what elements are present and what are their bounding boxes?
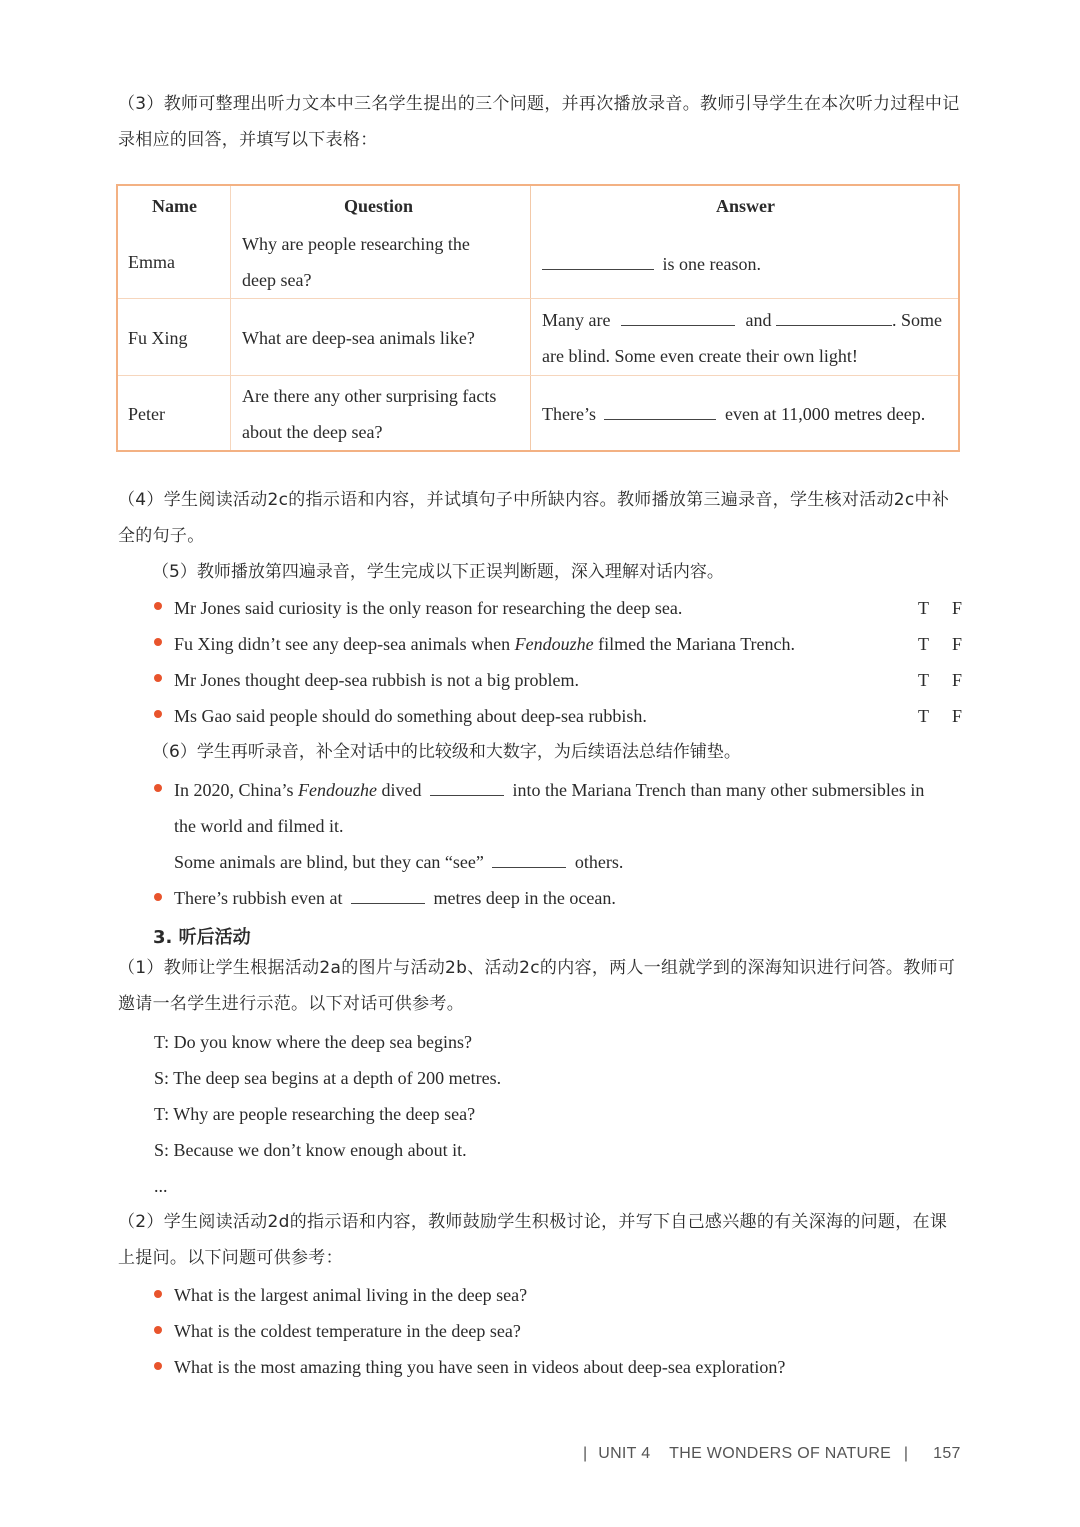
row-question-2: What are deep-sea animals like? [242, 328, 475, 348]
dialogue-line-3: T: Why are people researching the deep sea? [154, 1104, 476, 1124]
question-item-1: What is the largest animal living in the deep sea? [174, 1285, 528, 1305]
answer-blank[interactable] [492, 853, 566, 868]
row-answer-3: There’s even at 11,000 metres deep. [542, 404, 926, 424]
row-question-3a: Are there any other surprising facts [242, 386, 497, 406]
bullet-icon [154, 602, 162, 610]
row-name-fuxing: Fu Xing [128, 328, 188, 348]
bullet-icon [154, 710, 162, 718]
row-question-1a: Why are people researching the [242, 234, 470, 254]
fill-item-3: There’s rubbish even at metres deep in the ocean. [174, 888, 616, 908]
post2-text: （2）学生阅读活动2d的指示语和内容，教师鼓励学生积极讨论，并写下自己感兴趣的有关深海的问题，在课上提问。以下问题可供参考： [118, 1212, 948, 1268]
row-name-emma: Emma [128, 252, 175, 272]
dialogue-line-1: T: Do you know where the deep sea begins? [154, 1032, 473, 1052]
header-answer: Answer [716, 196, 775, 216]
fill-item-1-cont: the world and filmed it. [174, 816, 344, 836]
answer-blank[interactable] [621, 311, 735, 326]
bullet-icon [154, 1326, 162, 1334]
row-answer-2b: are blind. Some even create their own light! [542, 346, 858, 366]
header-name: Name [152, 196, 197, 216]
dialogue-line-4: S: Because we don’t know enough about it. [154, 1140, 467, 1160]
tf-options-3[interactable]: T F [918, 670, 963, 690]
question-item-2: What is the coldest temperature in the deep sea? [174, 1321, 521, 1341]
post1-text: （1）教师让学生根据活动2a的图片与活动2b、活动2c的内容，两人一组就学到的深海知识进行问答。教师可邀请一名学生进行示范。以下对话可供参考。 [118, 958, 956, 1014]
answer-blank[interactable] [430, 781, 504, 796]
step5-text: （5）教师播放第四遍录音，学生完成以下正误判断题，深入理解对话内容。 [152, 562, 724, 582]
bullet-icon [154, 893, 162, 901]
bullet-icon [154, 1362, 162, 1370]
step6-text: （6）学生再听录音，补全对话中的比较级和大数字，为后续语法总结作铺垫。 [152, 742, 741, 762]
bullet-icon [154, 1290, 162, 1298]
row-question-3b: about the deep sea? [242, 422, 383, 442]
dialogue-line-2: S: The deep sea begins at a depth of 200 metres. [154, 1068, 502, 1088]
bullet-icon [154, 674, 162, 682]
step4-text: （4）学生阅读活动2c的指示语和内容，并试填句子中所缺内容。教师播放第三遍录音，学生核对活动2c中补全的句子。 [118, 490, 950, 546]
fill-item-1: In 2020, China’s Fendouzhe dived into the Mariana Trench than many other submersibles in [174, 780, 925, 800]
tf-item-3: Mr Jones thought deep-sea rubbish is not a big problem. [174, 670, 579, 690]
row-question-1b: deep sea? [242, 270, 312, 290]
header-question: Question [344, 196, 414, 216]
fill-item-2: Some animals are blind, but they can “see” others. [174, 852, 624, 872]
tf-options-2[interactable]: T F [918, 634, 963, 654]
row-answer-1: is one reason. [542, 254, 761, 275]
answer-blank[interactable] [542, 255, 654, 270]
dialogue-ellipsis: ... [154, 1176, 168, 1196]
tf-options-1[interactable]: T F [918, 598, 963, 618]
page-footer: | UNIT 4 THE WONDERS OF NATURE | 157 [583, 1445, 961, 1462]
question-item-3: What is the most amazing thing you have seen in videos about deep-sea exploration? [174, 1357, 786, 1377]
tf-item-4: Ms Gao said people should do something about deep-sea rubbish. [174, 706, 647, 726]
bullet-icon [154, 784, 162, 792]
page-number: 157 [933, 1445, 961, 1462]
row-name-peter: Peter [128, 404, 165, 424]
tf-item-2: Fu Xing didn’t see any deep-sea animals when Fendouzhe filmed the Mariana Trench. [174, 634, 796, 654]
tf-item-1: Mr Jones said curiosity is the only reason for researching the deep sea. [174, 598, 683, 618]
answer-table [116, 184, 960, 452]
tf-options-4[interactable]: T F [918, 706, 963, 726]
answer-blank[interactable] [604, 405, 716, 420]
answer-blank[interactable] [351, 889, 425, 904]
row-answer-2a: Many are and . Some [542, 310, 942, 330]
section3-intro: （3）教师可整理出听力文本中三名学生提出的三个问题，并再次播放录音。教师引导学生在本次听力过程中记录相应的回答，并填写以下表格： [118, 94, 960, 150]
answer-blank[interactable] [776, 311, 892, 326]
bullet-icon [154, 638, 162, 646]
section-heading: 3. 听后活动 [153, 927, 251, 948]
